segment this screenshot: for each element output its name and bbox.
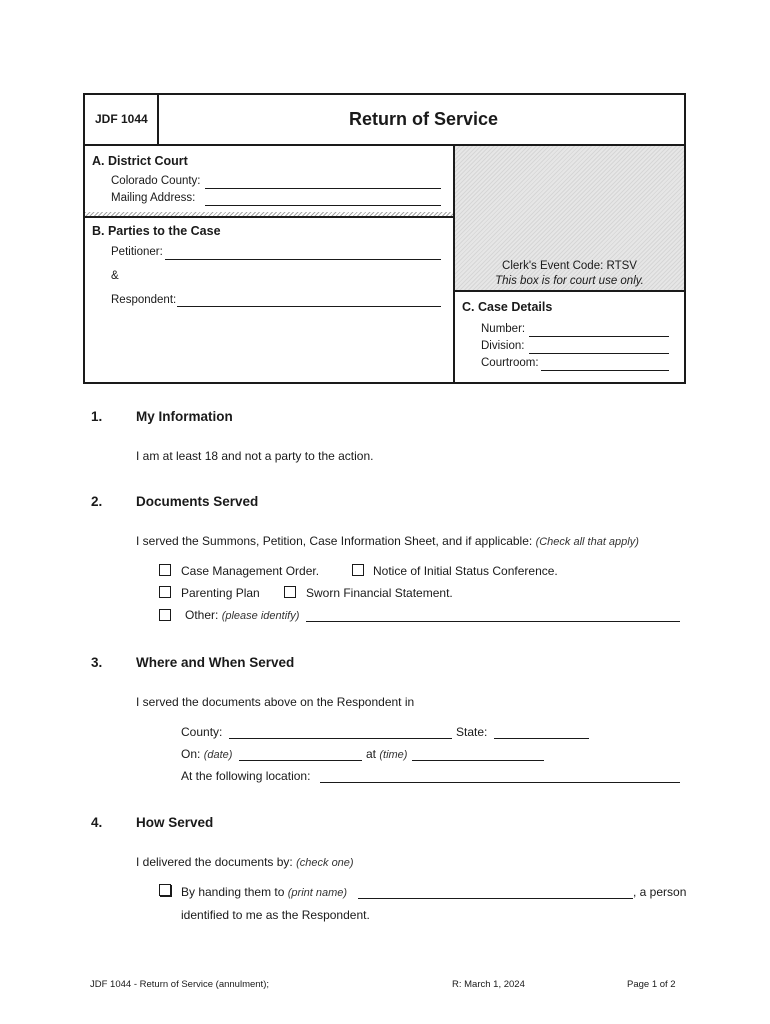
case-management-checkbox[interactable] (159, 564, 171, 576)
on-label: On: (181, 747, 201, 761)
footer-revision: R: March 1, 2024 (452, 979, 525, 990)
respondent-label: Respondent: (111, 294, 177, 306)
case-number-field[interactable] (529, 336, 669, 337)
mailing-address-label: Mailing Address: (111, 192, 196, 204)
item4-heading: How Served (136, 815, 214, 830)
section-c-heading: C. Case Details (462, 300, 553, 314)
county-field[interactable] (205, 188, 441, 189)
item4-intro-text: I delivered the documents by: (136, 855, 293, 869)
other-field[interactable] (306, 621, 680, 622)
hand-delivery-checkbox[interactable] (159, 884, 171, 896)
item1-heading: My Information (136, 409, 233, 424)
item3-heading: Where and When Served (136, 655, 295, 670)
case-details-box (453, 292, 684, 382)
section-divider (85, 216, 453, 218)
served-location-label: At the following location: (181, 769, 311, 783)
date-hint: (date) (203, 749, 233, 761)
item1-text: I am at least 18 and not a party to the action. (136, 449, 374, 463)
served-date-label (181, 747, 232, 761)
served-state-label: State: (456, 725, 488, 739)
form-id-cell (85, 95, 159, 144)
form-title: Return of Service (349, 109, 499, 129)
section-b-heading: B. Parties to the Case (92, 224, 221, 238)
other-label (185, 608, 299, 622)
time-hint: (time) (379, 749, 408, 761)
recipient-name-field[interactable] (358, 898, 633, 899)
footer-form-info: JDF 1044 - Return of Service (annulment); (90, 979, 269, 990)
served-time-label (366, 747, 407, 761)
item2-heading: Documents Served (136, 494, 259, 509)
division-field[interactable] (529, 353, 669, 354)
header-row (85, 95, 684, 146)
footer-page-number: Page 1 of 2 (627, 979, 676, 990)
initial-status-checkbox[interactable] (352, 564, 364, 576)
initial-status-label: Notice of Initial Status Conference. (373, 564, 558, 578)
case-number-label: Number: (481, 323, 526, 335)
parenting-plan-label: Parenting Plan (181, 586, 260, 600)
item3-number: 3. (91, 655, 103, 670)
event-code: Clerk's Event Code: RTSV (502, 260, 637, 272)
item2-intro (136, 534, 639, 548)
section-a-heading: A. District Court (92, 154, 188, 168)
print-name-hint: (print name) (287, 887, 348, 899)
item4-intro-hint: (check one) (296, 857, 354, 869)
other-hint: (please identify) (221, 610, 300, 622)
county-label: Colorado County: (111, 175, 201, 187)
courtroom-label: Courtroom: (481, 357, 539, 369)
hand-delivery-label (181, 885, 347, 899)
petitioner-label: Petitioner: (111, 246, 163, 258)
mailing-address-field[interactable] (205, 205, 441, 206)
ampersand-label: & (111, 270, 119, 282)
other-checkbox[interactable] (159, 609, 171, 621)
item2-intro-hint: (Check all that apply) (535, 536, 639, 548)
at-label: at (366, 747, 377, 761)
other-label-text: Other: (185, 608, 219, 622)
item2-number: 2. (91, 494, 103, 509)
served-state-field[interactable] (494, 738, 589, 739)
court-use-box (453, 146, 684, 292)
parenting-plan-checkbox[interactable] (159, 586, 171, 598)
item1-number: 1. (91, 409, 103, 424)
respondent-field[interactable] (177, 306, 441, 307)
petitioner-field[interactable] (165, 259, 441, 260)
financial-statement-checkbox[interactable] (284, 586, 296, 598)
served-county-label: County: (181, 725, 223, 739)
court-use-note: This box is for court use only. (495, 275, 644, 287)
served-time-field[interactable] (412, 760, 544, 761)
item2-intro-text: I served the Summons, Petition, Case Information Sheet, and if applicable: (136, 534, 533, 548)
form-id: JDF 1044 (95, 112, 148, 126)
hand-delivery-continuation: identified to me as the Respondent. (181, 908, 370, 922)
item3-intro: I served the documents above on the Respondent in (136, 695, 415, 709)
hand-delivery-text: By handing them to (181, 885, 285, 899)
served-location-field[interactable] (320, 782, 680, 783)
case-management-label: Case Management Order. (181, 564, 320, 578)
served-county-field[interactable] (229, 738, 452, 739)
financial-statement-label: Sworn Financial Statement. (306, 586, 453, 600)
division-label: Division: (481, 340, 525, 352)
item4-number: 4. (91, 815, 103, 830)
courtroom-field[interactable] (541, 370, 669, 371)
hand-delivery-suffix: , a person (633, 885, 687, 899)
served-date-field[interactable] (239, 760, 362, 761)
item4-intro (136, 855, 354, 869)
caption-box (83, 93, 686, 384)
